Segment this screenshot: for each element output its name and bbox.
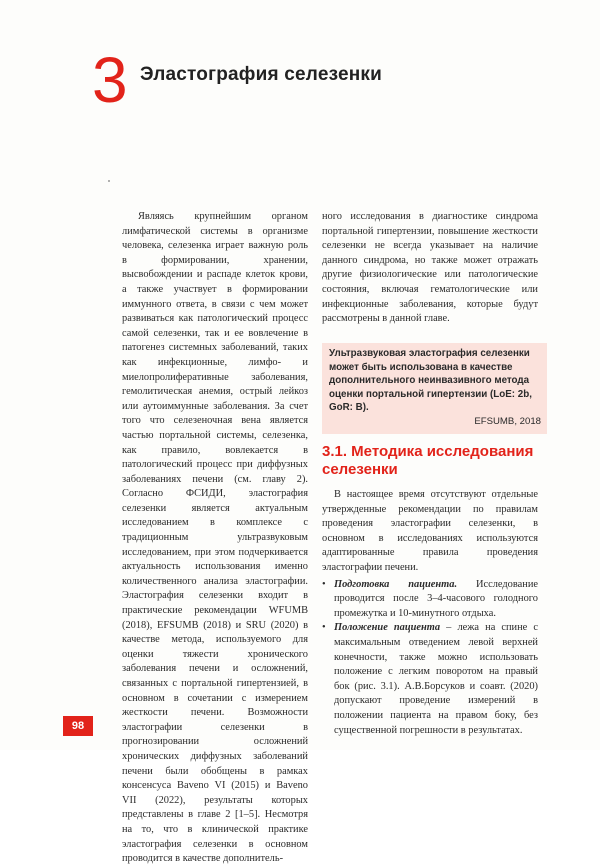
section-intro: В настоящее время отсутствуют отдельные утвержденные рекомендации по правилам проведения эластографии селезенки, в основном в исследованиях используются адаптированные правила проведения эластографии печени. xyxy=(322,489,538,573)
recommendation-callout xyxy=(322,343,547,434)
bullet-text: Исследование проводится после 3–4-часового голодного промежутка и 10-минутного отдыха. xyxy=(334,578,538,619)
right-column-top xyxy=(322,210,538,327)
chapter-title: Эластография селезенки xyxy=(140,64,383,85)
chapter-number: 3 xyxy=(92,44,128,116)
callout-text: Ультразвуковая эластография селезенки может быть использована в качестве дополнительного неинвазивного метода оценки портальной гипертензии (LoE: 2b, GoR: B). xyxy=(329,348,532,414)
bullet-term: Положение пациента xyxy=(334,622,441,634)
list-item xyxy=(322,578,538,622)
page-number: 98 xyxy=(63,716,93,736)
bullet-text: – лежа на спине с максимальным отведением левой верхней конечности, также можно использовать положение с легким поворотом на правый бок (рис. 3.1). А.В.Борсуков и соавт. (2020) допускают проведение измерений в положении пациента на правом боку, без существенной погрешности в результатах. xyxy=(334,622,538,736)
decorative-dot xyxy=(108,180,110,182)
callout-source: EFSUMB, 2018 xyxy=(474,415,541,427)
bullet-term: Подготовка пациента. xyxy=(334,578,458,590)
bullet-marker: • xyxy=(322,622,326,634)
left-paragraph: Являясь крупнейшим органом лимфатической системы в организме человека, селезенка играет важную роль в формировании, хранении, высвобождении и распаде клеток крови, а также участвует в формировании иммунного ответа, в связи с чем может развиваться как патологический процесс самой селезенки, так и ее вовлечение в патогенез системных заболеваний, таких как инфекционные, лимфо- и миелопролиферативные заболевания, гемолитическая анемия, острый лейкоз или аутоиммунные заболевания. За счет того что селезеночная вена является частью портальной системы, селезенка, как правило, вовлекается в патологический процесс при диффузных заболеваниях печени (см. главу 2). Согласно ФСИДИ, эластография селезенки является актуальным исследованием в комплексе с традиционным ультразвуковым исследованием, при этом подчеркивается актуальность использования именно количественного анализа эластографии. Эластография селезенки входит в практические рекомендации WFUMB (2018), EFSUMB (2018) и SRU (2020) в качестве метода, используемого для оценки тяжести хронического заболевания печени и осложнений, связанных с портальной гипертензией, в основном в сочетании с измерением жесткости печени. Возможности эластографии селезенки в прогнозировании осложнений хронических диффузных заболеваний печени были обобщены в рамках консенсуса Baveno VI (2015) и Baveno VII (2022), результаты которых представлены в главе 2 [1–5]. Несмотря на то, что в клинической практике эластография селезенки в основном проводится в качестве дополнитель- xyxy=(122,211,308,865)
list-item xyxy=(322,621,538,738)
bullet-list xyxy=(322,578,538,739)
right-paragraph: ного исследования в диагностике синдрома портальной гипертензии, повышение жесткости селезенки не всегда указывает на наличие данного синдрома, но также может отражать другие физиологические или патологические состояния, включая гематологические или инфекционные заболевания, которые будут рассмотрены в данной главе. xyxy=(322,211,538,325)
section-body xyxy=(322,488,538,738)
left-column xyxy=(122,210,308,867)
bullet-marker: • xyxy=(322,578,326,590)
section-title: 3.1. Методика исследования селезенки xyxy=(322,443,534,478)
